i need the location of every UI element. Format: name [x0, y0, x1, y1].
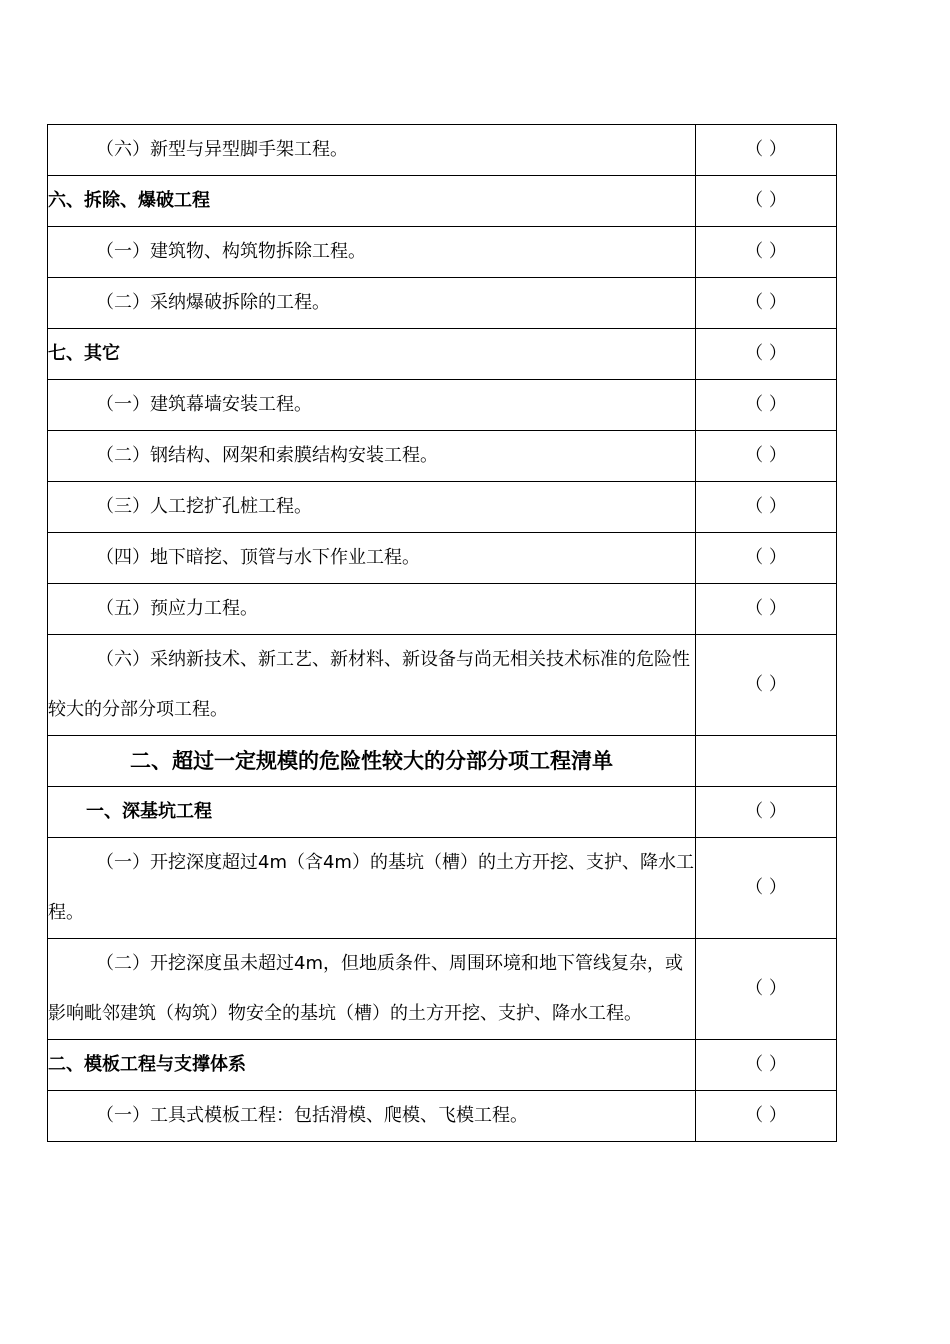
section-heading: 二、模板工程与支撑体系: [48, 1040, 696, 1091]
table-row: [48, 278, 837, 329]
item-text: （二）钢结构、网架和索膜结构安装工程。: [48, 431, 696, 482]
section-title: 二、超过一定规模的危险性较大的分部分项工程清单: [48, 736, 696, 787]
check-mark[interactable]: （ ）: [696, 278, 837, 329]
check-mark[interactable]: （ ）: [696, 533, 837, 584]
table-row: [48, 635, 837, 736]
check-mark[interactable]: （ ）: [696, 482, 837, 533]
check-mark[interactable]: （ ）: [696, 380, 837, 431]
table-row: [48, 176, 837, 227]
check-mark[interactable]: （ ）: [696, 939, 837, 1040]
check-mark[interactable]: （ ）: [696, 431, 837, 482]
table-row: [48, 1091, 837, 1142]
section-heading: 六、拆除、爆破工程: [48, 176, 696, 227]
item-text: （三）人工挖扩孔桩工程。: [48, 482, 696, 533]
section-heading: 七、其它: [48, 329, 696, 380]
item-text: （一）开挖深度超过4m（含4m）的基坑（槽）的土方开挖、支护、降水工程。: [48, 838, 696, 939]
table-row: [48, 1040, 837, 1091]
check-mark[interactable]: （ ）: [696, 787, 837, 838]
item-text: （一）建筑物、构筑物拆除工程。: [48, 227, 696, 278]
check-mark[interactable]: （ ）: [696, 584, 837, 635]
item-text: （二）采纳爆破拆除的工程。: [48, 278, 696, 329]
table-row: [48, 227, 837, 278]
table-row: [48, 482, 837, 533]
item-text: （六）新型与异型脚手架工程。: [48, 125, 696, 176]
check-mark[interactable]: （ ）: [696, 1040, 837, 1091]
section-heading: 一、深基坑工程: [48, 787, 696, 838]
table-row: [48, 939, 837, 1040]
table-row: [48, 329, 837, 380]
check-mark[interactable]: （ ）: [696, 125, 837, 176]
table-row: [48, 431, 837, 482]
table-row: [48, 533, 837, 584]
table-row: [48, 125, 837, 176]
check-mark[interactable]: （ ）: [696, 838, 837, 939]
check-mark[interactable]: （ ）: [696, 176, 837, 227]
item-text: （一）工具式模板工程：包括滑模、爬模、飞模工程。: [48, 1091, 696, 1142]
table-row: [48, 736, 837, 787]
item-text: （五）预应力工程。: [48, 584, 696, 635]
item-text: （一）建筑幕墙安装工程。: [48, 380, 696, 431]
checklist-table: [47, 124, 837, 1142]
check-mark[interactable]: （ ）: [696, 329, 837, 380]
table-row: [48, 838, 837, 939]
item-text: （六）采纳新技术、新工艺、新材料、新设备与尚无相关技术标准的危险性较大的分部分项工程。: [48, 635, 696, 736]
check-mark[interactable]: （ ）: [696, 227, 837, 278]
item-text: （二）开挖深度虽未超过4m，但地质条件、周围环境和地下管线复杂，或影响毗邻建筑（构筑）物安全的基坑（槽）的土方开挖、支护、降水工程。: [48, 939, 696, 1040]
table-row: [48, 787, 837, 838]
item-text: （四）地下暗挖、顶管与水下作业工程。: [48, 533, 696, 584]
table-row: [48, 380, 837, 431]
check-mark[interactable]: （ ）: [696, 635, 837, 736]
check-mark[interactable]: （ ）: [696, 1091, 837, 1142]
table-row: [48, 584, 837, 635]
empty-mark-cell: [696, 736, 837, 787]
